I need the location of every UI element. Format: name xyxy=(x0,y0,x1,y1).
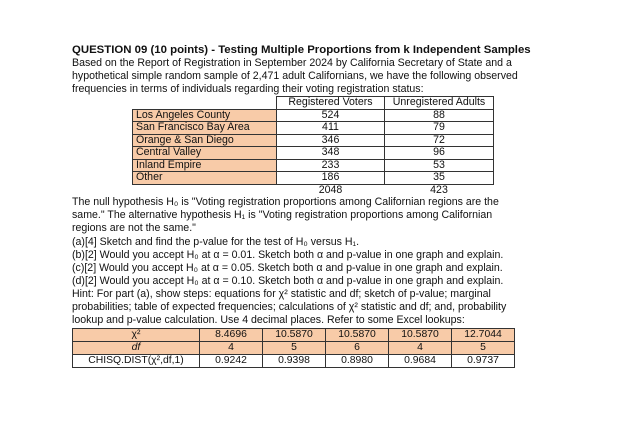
intro-line-3: frequencies in terms of individuals regarding their voting registration status: xyxy=(72,83,424,96)
hint-line-2: probabilities; table of expected frequencies; calculations of χ² statistic and df; and, probability xyxy=(72,301,507,314)
chi-square-value: 10.5870 xyxy=(263,329,326,342)
chisq-dist-row xyxy=(73,355,515,368)
df-value: 5 xyxy=(263,342,326,355)
registered-value: 524 xyxy=(277,109,385,122)
registered-value: 233 xyxy=(277,159,385,172)
df-value: 4 xyxy=(389,342,452,355)
part-d: (d)[2] Would you accept H₀ at α = 0.10. Sketch both α and p-value in one graph and explain. xyxy=(72,274,504,287)
table-row xyxy=(133,134,494,147)
totals-row xyxy=(133,184,494,196)
chisq-dist-value: 0.9737 xyxy=(452,355,515,368)
hint-line-1: Hint: For part (a), show steps: equations for χ² statistic and df; sketch of p-value; marginal xyxy=(72,287,491,300)
region-label: Los Angeles County xyxy=(133,109,277,122)
table-row xyxy=(133,147,494,160)
chi-square-row xyxy=(73,329,515,342)
df-value: 5 xyxy=(452,342,515,355)
region-label: Central Valley xyxy=(133,147,277,160)
chisq-dist-value: 0.9242 xyxy=(200,355,263,368)
table-row xyxy=(133,109,494,122)
unregistered-value: 53 xyxy=(385,159,494,172)
row-label-chisq-dist: CHISQ.DIST(χ²,df,1) xyxy=(73,355,200,368)
chisq-dist-value: 0.9684 xyxy=(389,355,452,368)
registered-total: 2048 xyxy=(318,183,343,196)
body-line-2: same." The alternative hypothesis H₁ is "Voting registration proportions among Californian xyxy=(72,209,493,222)
df-value: 4 xyxy=(200,342,263,355)
df-row xyxy=(73,342,515,355)
registered-value: 186 xyxy=(277,172,385,185)
header-unregistered: Unregistered Adults xyxy=(385,97,494,110)
body-line-3: regions are not the same." xyxy=(72,222,196,235)
unregistered-value: 96 xyxy=(385,147,494,160)
intro-line-2: hypothetical simple random sample of 2,471 adult Californians, we have the following observed xyxy=(72,70,518,83)
registered-value: 411 xyxy=(277,122,385,135)
row-label-chi-square: χ² xyxy=(73,329,200,342)
part-c: (c)[2] Would you accept H₀ at α = 0.05. Sketch both α and p-value in one graph and explain. xyxy=(72,261,503,274)
chi-square-value: 8.4696 xyxy=(200,329,263,342)
registered-value: 348 xyxy=(277,147,385,160)
observed-frequency-table xyxy=(132,96,494,196)
part-b: (b)[2] Would you accept H₀ at α = 0.01. Sketch both α and p-value in one graph and explain. xyxy=(72,248,504,261)
region-label: Orange & San Diego xyxy=(133,134,277,147)
df-value: 6 xyxy=(326,342,389,355)
table-row xyxy=(133,172,494,185)
body-line-1: The null hypothesis H₀ is "Voting registration proportions among Californian regions are the xyxy=(72,196,499,209)
unregistered-value: 72 xyxy=(385,134,494,147)
chisq-dist-value: 0.9398 xyxy=(263,355,326,368)
unregistered-value: 88 xyxy=(385,109,494,122)
unregistered-value: 35 xyxy=(385,172,494,185)
header-spacer xyxy=(133,97,277,110)
question-title: QUESTION 09 (10 points) - Testing Multiple Proportions from k Independent Samples xyxy=(72,44,531,56)
question-document xyxy=(72,44,582,368)
table-row xyxy=(133,159,494,172)
region-label: Inland Empire xyxy=(133,159,277,172)
intro-line-1: Based on the Report of Registration in September 2024 by California Secretary of State and a xyxy=(72,57,512,69)
part-a: (a)[4] Sketch and find the p-value for the test of H₀ versus H₁. xyxy=(72,235,360,248)
chi-square-value: 10.5870 xyxy=(326,329,389,342)
chi-square-value: 10.5870 xyxy=(389,329,452,342)
chi-square-value: 12.7044 xyxy=(452,329,515,342)
totals-spacer xyxy=(133,184,277,196)
region-label: Other xyxy=(133,172,277,185)
table-header-row xyxy=(133,97,494,110)
region-label: San Francisco Bay Area xyxy=(133,122,277,135)
header-registered: Registered Voters xyxy=(277,97,385,110)
unregistered-value: 79 xyxy=(385,122,494,135)
row-label-df: df xyxy=(73,342,200,355)
hint-line-3: lookup and p-value calculation. Use 4 decimal places. Refer to some Excel lookups: xyxy=(72,314,465,327)
excel-lookup-table xyxy=(72,328,515,368)
chisq-dist-value: 0.8980 xyxy=(326,355,389,368)
registered-value: 346 xyxy=(277,134,385,147)
table-row xyxy=(133,122,494,135)
unregistered-total: 423 xyxy=(430,183,448,196)
